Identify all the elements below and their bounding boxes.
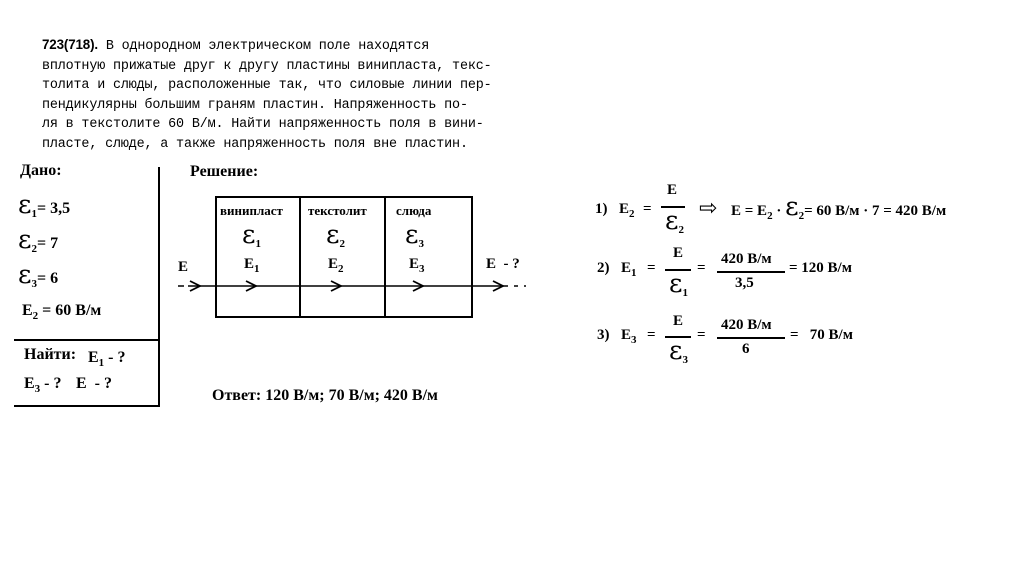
formula-2-result: = 120 В/м: [789, 260, 852, 276]
problem-line-3: толита и слюды, расположенные так, что силовые линии пер-: [42, 78, 492, 94]
right-field-label: E - ?: [486, 256, 520, 272]
formula-3-number: 3): [597, 327, 610, 343]
f2-lhs-letter: E: [621, 260, 632, 276]
given-eps1: [18, 192, 70, 220]
eps3-sub: 3: [31, 278, 37, 290]
find-e1: [88, 349, 126, 369]
find-e1-sub: 1: [98, 357, 105, 369]
formula-1-frac-den: [665, 208, 684, 236]
find-e1-letter: E: [88, 349, 99, 366]
plate-eps-2-sub: 2: [339, 238, 345, 250]
plate-field-3-sub: 3: [419, 263, 425, 275]
formula-3-frac-den: [669, 338, 688, 366]
formula-1-number: 1): [595, 201, 608, 217]
find-e1-rest: - ?: [104, 349, 126, 366]
f1-result-sub1: 2: [767, 210, 773, 222]
epsilon-icon: ɛ: [669, 336, 683, 366]
plate-field-1-sub: 1: [254, 263, 260, 275]
field-line: [170, 276, 540, 296]
formula-3-eq2: =: [697, 327, 706, 343]
given-heading: Дано:: [20, 162, 62, 179]
formula-3-eq: =: [647, 327, 656, 343]
eps2-sub: 2: [31, 243, 37, 255]
formula-3: [597, 315, 917, 375]
f1-den-sub: 2: [678, 224, 684, 236]
problem-line-2: вплотную прижатые друг к другу пластины винипласта, текс-: [42, 58, 492, 74]
e2-letter: E: [22, 302, 33, 319]
f1-lhs-letter: E: [619, 201, 630, 217]
plate-divider-2: [384, 196, 386, 318]
formula-3-result: = 70 В/м: [790, 327, 853, 343]
formula-2: [597, 245, 917, 305]
find-e: E - ?: [76, 375, 112, 392]
find-e3-letter: E: [24, 375, 35, 392]
f3-lhs-sub: 3: [631, 334, 637, 346]
plate-label-vinyl: винипласт: [220, 203, 283, 218]
formula-2-num-val: 420 В/м: [721, 251, 772, 267]
plate-label-mica: слюда: [396, 203, 432, 218]
formula-1-lhs: [619, 201, 635, 220]
problem-text: В однородном электрическом поле находятся: [105, 39, 430, 54]
formula-3-frac-num: E: [673, 313, 684, 329]
problem-line-4: пендикулярны большим граням пластин. Напряженность по-: [42, 97, 468, 113]
find-heading: Найти:: [24, 346, 77, 363]
plate-field-2-letter: E: [328, 256, 339, 272]
eps1-value: = 3,5: [36, 200, 71, 217]
given-bottom-line: [14, 405, 160, 407]
formula-2-eq2: =: [697, 260, 706, 276]
eps3-value: = 6: [36, 270, 59, 287]
f3-lhs-letter: E: [621, 327, 632, 343]
problem-number: 723(718).: [42, 37, 98, 52]
problem-line-6: пласте, слюде, а также напряженность поля вне пластин.: [42, 136, 468, 152]
formula-1-frac-num: E: [667, 182, 678, 198]
plate-label-textolite: текстолит: [308, 203, 367, 218]
plate-divider-1: [299, 196, 301, 318]
plate-field-3: [409, 256, 425, 275]
eps2-value: = 7: [36, 235, 59, 252]
given-e2: [22, 302, 101, 322]
plate-field-1: [244, 256, 260, 275]
formula-2-eq: =: [647, 260, 656, 276]
epsilon-icon: ɛ: [18, 260, 32, 290]
f1-result-post: = 60 В/м · 7 = 420 В/м: [804, 203, 947, 219]
plate-eps-1-sub: 1: [255, 238, 261, 250]
eps1-sub: 1: [31, 208, 37, 220]
find-e3: [24, 375, 62, 395]
formula-3-lhs: [621, 327, 637, 346]
formula-3-den-val: 6: [742, 341, 750, 357]
plate-eps-2: [326, 222, 345, 250]
given-eps3: [18, 262, 58, 290]
e2-value: = 60 В/м: [42, 302, 102, 319]
formula-2-number: 2): [597, 260, 610, 276]
formula-2-lhs: [621, 260, 637, 279]
implies-arrow-icon: ⇨: [699, 196, 718, 221]
formula-2-den-val: 3,5: [735, 275, 754, 291]
formula-1-eq: =: [643, 201, 652, 217]
epsilon-icon: ɛ: [18, 225, 32, 255]
epsilon-icon: ɛ: [326, 220, 340, 250]
problem-line-1: [42, 35, 472, 57]
epsilon-icon: ɛ: [18, 190, 32, 220]
plate-eps-3-sub: 3: [418, 238, 424, 250]
epsilon-icon: ɛ: [405, 220, 419, 250]
formula-2-frac-den: [669, 271, 688, 299]
formula-3-value-bar: [717, 337, 785, 339]
e2-sub: 2: [32, 310, 39, 322]
find-e3-rest: - ?: [40, 375, 62, 392]
problem-statement: [42, 35, 492, 155]
problem-line-5: ля в текстолите 60 В/м. Найти напряженность поля в вини-: [42, 117, 484, 133]
formula-3-num-val: 420 В/м: [721, 317, 772, 333]
plate-eps-1: [242, 222, 261, 250]
plate-field-2: [328, 256, 344, 275]
f1-lhs-sub: 2: [629, 208, 635, 220]
formula-1: [595, 180, 1015, 235]
formula-1-result: [731, 194, 946, 222]
f1-result-sub2: 2: [798, 210, 805, 222]
f1-result-dot: ·: [772, 203, 786, 219]
plate-eps-3: [405, 222, 424, 250]
given-divider-horizontal: [14, 339, 160, 341]
epsilon-icon: ɛ: [669, 269, 683, 299]
formula-2-value-bar: [717, 271, 785, 273]
plate-field-2-sub: 2: [338, 263, 344, 275]
f3-den-sub: 3: [682, 354, 688, 366]
epsilon-icon: ɛ: [665, 206, 679, 236]
f2-den-sub: 1: [682, 287, 688, 299]
epsilon-icon: ɛ: [242, 220, 256, 250]
left-field-label: E: [178, 259, 189, 275]
answer: Ответ: 120 В/м; 70 В/м; 420 В/м: [212, 387, 438, 404]
plate-field-1-letter: E: [244, 256, 255, 272]
epsilon-icon: ɛ: [785, 192, 799, 222]
f2-lhs-sub: 1: [631, 267, 637, 279]
f1-result-pre: E = E: [731, 203, 768, 219]
given-eps2: [18, 227, 58, 255]
formula-2-frac-num: E: [673, 245, 684, 261]
given-divider-vertical: [158, 167, 160, 407]
solution-heading: Решение:: [190, 163, 259, 180]
plate-field-3-letter: E: [409, 256, 420, 272]
find-e3-sub: 3: [34, 383, 41, 395]
